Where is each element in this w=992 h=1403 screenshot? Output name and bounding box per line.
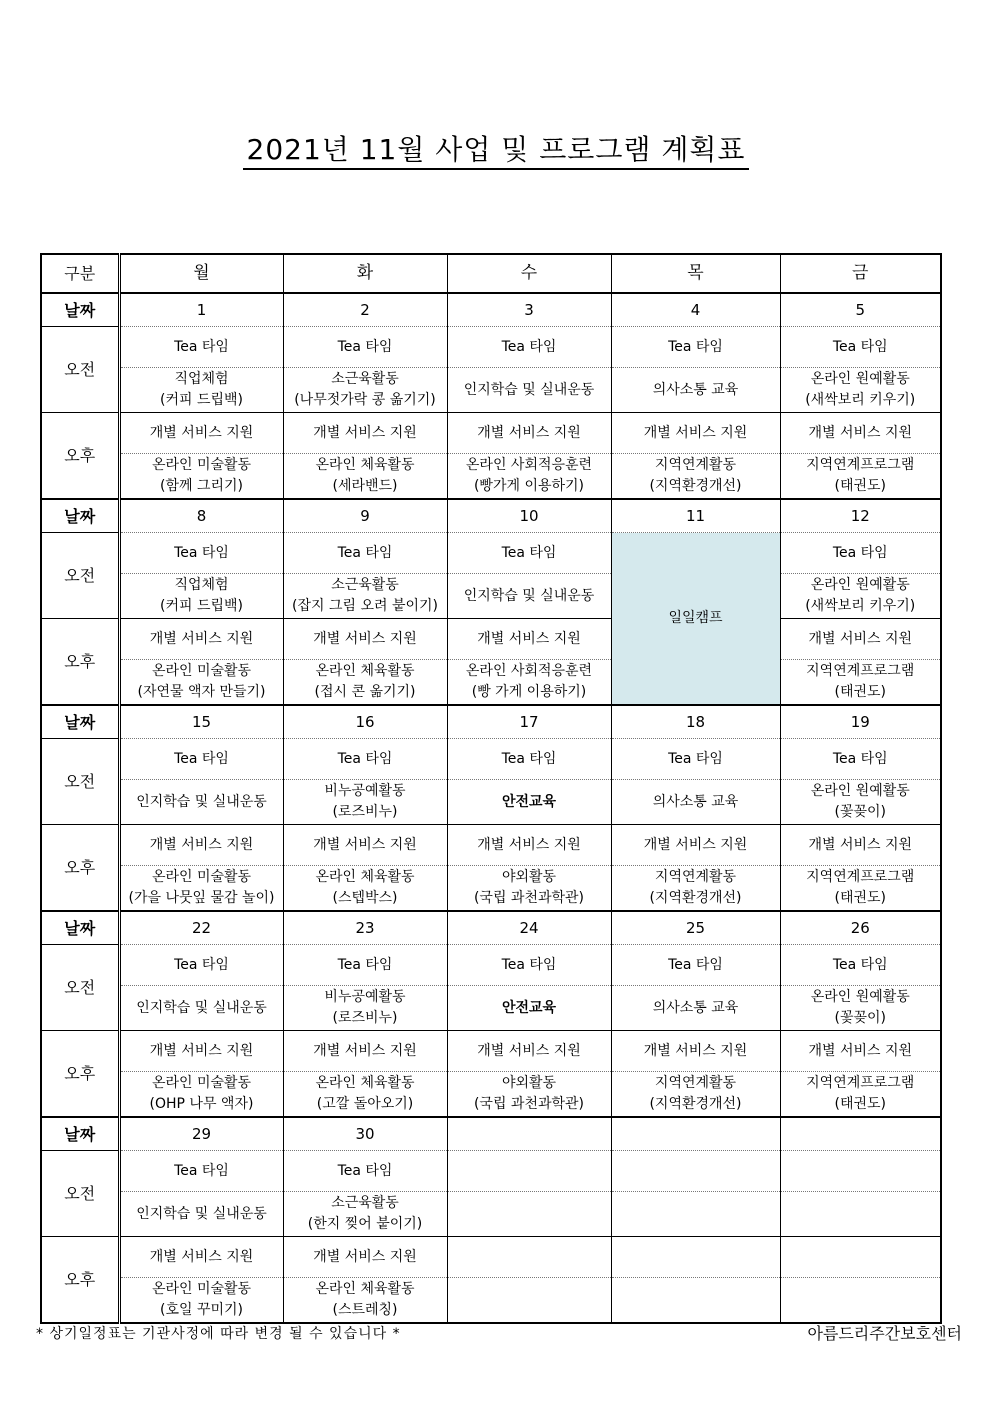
date-cell: 3 bbox=[447, 293, 611, 327]
activity-cell bbox=[780, 986, 941, 1031]
schedule-notice: * 상기일정표는 기관사정에 따라 변경 될 수 있습니다 * bbox=[36, 1326, 401, 1342]
am-label: 오전 bbox=[41, 739, 119, 825]
am-label: 오전 bbox=[41, 327, 119, 413]
tea-time-cell: Tea 타임 bbox=[780, 739, 941, 780]
date-row bbox=[41, 705, 941, 739]
date-label: 날짜 bbox=[41, 1117, 119, 1151]
tea-time-cell: Tea 타임 bbox=[780, 945, 941, 986]
service-cell: 개별 서비스 지원 bbox=[283, 1237, 447, 1278]
service-cell: 개별 서비스 지원 bbox=[283, 413, 447, 454]
tea-time-cell bbox=[447, 1151, 611, 1192]
am-label: 오전 bbox=[41, 1151, 119, 1237]
activity-detail: (빵 가게 이용하기) bbox=[471, 684, 587, 700]
pm-activity-row bbox=[41, 866, 941, 912]
activity-detail: (지역환경개선) bbox=[649, 890, 742, 906]
activity-name: 온라인 원예활동 bbox=[810, 783, 910, 799]
tea-time-cell: Tea 타임 bbox=[283, 327, 447, 368]
activity-cell bbox=[780, 866, 941, 912]
activity-detail: (커피 드립백) bbox=[160, 598, 243, 614]
activity-cell bbox=[119, 866, 283, 912]
activity-cell bbox=[447, 986, 611, 1031]
activity-cell bbox=[283, 1278, 447, 1324]
tea-time-cell bbox=[611, 1151, 780, 1192]
activity-cell bbox=[119, 660, 283, 706]
date-row bbox=[41, 911, 941, 945]
am-tea-row bbox=[41, 533, 941, 574]
am-label: 오전 bbox=[41, 533, 119, 619]
activity-cell bbox=[780, 660, 941, 706]
activity-name: 직업체험 bbox=[174, 371, 229, 387]
activity-name: 인지학습 및 실내운동 bbox=[136, 1205, 267, 1222]
activity-detail: (태권도) bbox=[834, 1096, 886, 1112]
activity-name: 인지학습 및 실내운동 bbox=[136, 793, 267, 810]
tea-time-cell: Tea 타임 bbox=[283, 739, 447, 780]
service-cell: 개별 서비스 지원 bbox=[611, 413, 780, 454]
header-day: 금 bbox=[780, 254, 941, 293]
activity-name: 온라인 체육활동 bbox=[315, 1281, 415, 1297]
tea-time-cell: Tea 타임 bbox=[780, 533, 941, 574]
date-cell: 18 bbox=[611, 705, 780, 739]
activity-name: 지역연계활동 bbox=[654, 1075, 737, 1091]
date-row bbox=[41, 499, 941, 533]
activity-detail: (나무젓가락 콩 옮기기) bbox=[294, 392, 436, 408]
day-camp-cell: 일일캠프 bbox=[611, 533, 780, 706]
activity-detail: (로즈비누) bbox=[332, 1010, 398, 1026]
activity-name: 의사소통 교육 bbox=[652, 793, 739, 810]
tea-time-cell: Tea 타임 bbox=[283, 533, 447, 574]
service-cell: 개별 서비스 지원 bbox=[119, 1031, 283, 1072]
activity-detail: (지역환경개선) bbox=[649, 1096, 742, 1112]
activity-detail: (접시 콘 옮기기) bbox=[314, 684, 416, 700]
activity-cell bbox=[119, 780, 283, 825]
activity-cell bbox=[283, 1072, 447, 1118]
activity-detail: (새싹보리 키우기) bbox=[805, 598, 916, 614]
activity-cell bbox=[283, 1192, 447, 1237]
tea-time-cell: Tea 타임 bbox=[780, 327, 941, 368]
pm-service-row bbox=[41, 413, 941, 454]
activity-cell bbox=[119, 986, 283, 1031]
activity-cell bbox=[119, 1072, 283, 1118]
service-cell: 개별 서비스 지원 bbox=[283, 1031, 447, 1072]
date-cell: 8 bbox=[119, 499, 283, 533]
service-cell: 개별 서비스 지원 bbox=[611, 825, 780, 866]
date-cell bbox=[611, 1117, 780, 1151]
activity-cell bbox=[447, 866, 611, 912]
tea-time-cell: Tea 타임 bbox=[611, 327, 780, 368]
date-cell: 25 bbox=[611, 911, 780, 945]
tea-time-cell bbox=[780, 1151, 941, 1192]
activity-detail: (자연물 액자 만들기) bbox=[137, 684, 266, 700]
am-tea-row bbox=[41, 945, 941, 986]
activity-cell bbox=[611, 454, 780, 500]
service-cell: 개별 서비스 지원 bbox=[780, 619, 941, 660]
activity-name: 온라인 사회적응훈련 bbox=[465, 663, 593, 679]
date-label: 날짜 bbox=[41, 499, 119, 533]
tea-time-cell: Tea 타임 bbox=[611, 739, 780, 780]
activity-detail: (꽃꽂이) bbox=[834, 1010, 886, 1026]
date-cell: 12 bbox=[780, 499, 941, 533]
activity-name: 온라인 사회적응훈련 bbox=[465, 457, 593, 473]
activity-cell bbox=[119, 454, 283, 500]
service-cell: 개별 서비스 지원 bbox=[119, 1237, 283, 1278]
activity-detail: (한지 찢어 붙이기) bbox=[307, 1216, 423, 1232]
activity-detail: (새싹보리 키우기) bbox=[805, 392, 916, 408]
service-cell: 개별 서비스 지원 bbox=[447, 825, 611, 866]
service-cell: 개별 서비스 지원 bbox=[611, 1031, 780, 1072]
date-cell: 19 bbox=[780, 705, 941, 739]
activity-name: 야외활동 bbox=[501, 1075, 557, 1091]
pm-label: 오후 bbox=[41, 1237, 119, 1324]
activity-cell bbox=[611, 866, 780, 912]
activity-name: 지역연계활동 bbox=[654, 457, 737, 473]
pm-label: 오후 bbox=[41, 619, 119, 706]
am-activity-row bbox=[41, 986, 941, 1031]
am-tea-row bbox=[41, 1151, 941, 1192]
header-category: 구분 bbox=[41, 254, 119, 293]
activity-cell bbox=[611, 1278, 780, 1324]
activity-detail: (OHP 나무 액자) bbox=[149, 1096, 254, 1112]
tea-time-cell: Tea 타임 bbox=[119, 945, 283, 986]
pm-label: 오후 bbox=[41, 1031, 119, 1118]
organization-name: 아름드리주간보호센터 bbox=[807, 1324, 962, 1343]
activity-name: 온라인 미술활동 bbox=[151, 663, 252, 679]
activity-name: 안전교육 bbox=[501, 999, 557, 1016]
activity-cell bbox=[283, 368, 447, 413]
activity-cell bbox=[447, 1072, 611, 1118]
activity-cell bbox=[611, 780, 780, 825]
date-cell: 30 bbox=[283, 1117, 447, 1151]
date-cell: 29 bbox=[119, 1117, 283, 1151]
activity-cell bbox=[780, 1072, 941, 1118]
activity-cell bbox=[780, 1278, 941, 1324]
activity-name: 온라인 미술활동 bbox=[151, 1281, 252, 1297]
activity-cell bbox=[283, 660, 447, 706]
activity-cell bbox=[611, 1192, 780, 1237]
activity-detail: (스트레칭) bbox=[332, 1302, 398, 1318]
service-cell bbox=[780, 1237, 941, 1278]
service-cell bbox=[447, 1237, 611, 1278]
activity-cell bbox=[611, 368, 780, 413]
activity-name: 안전교육 bbox=[501, 793, 557, 810]
activity-detail: (국립 과천과학관) bbox=[473, 890, 585, 906]
service-cell: 개별 서비스 지원 bbox=[447, 619, 611, 660]
tea-time-cell: Tea 타임 bbox=[447, 327, 611, 368]
activity-name: 직업체험 bbox=[174, 577, 229, 593]
am-activity-row bbox=[41, 780, 941, 825]
schedule-table bbox=[40, 253, 942, 1324]
pm-activity-row bbox=[41, 1072, 941, 1118]
tea-time-cell: Tea 타임 bbox=[119, 533, 283, 574]
tea-time-cell: Tea 타임 bbox=[283, 945, 447, 986]
date-cell: 22 bbox=[119, 911, 283, 945]
am-activity-row bbox=[41, 368, 941, 413]
header-day: 목 bbox=[611, 254, 780, 293]
activity-name: 소근육활동 bbox=[331, 1195, 399, 1211]
tea-time-cell: Tea 타임 bbox=[119, 739, 283, 780]
date-cell: 2 bbox=[283, 293, 447, 327]
service-cell: 개별 서비스 지원 bbox=[119, 825, 283, 866]
activity-name: 온라인 원예활동 bbox=[810, 989, 910, 1005]
page-title: 2021년 11월 사업 및 프로그램 계획표 bbox=[0, 128, 992, 168]
header-day: 수 bbox=[447, 254, 611, 293]
date-cell bbox=[780, 1117, 941, 1151]
activity-cell bbox=[283, 574, 447, 619]
activity-detail: (함께 그리기) bbox=[160, 478, 243, 494]
header-day: 월 bbox=[119, 254, 283, 293]
tea-time-cell: Tea 타임 bbox=[611, 945, 780, 986]
activity-name: 소근육활동 bbox=[331, 371, 399, 387]
date-cell: 1 bbox=[119, 293, 283, 327]
tea-time-cell: Tea 타임 bbox=[119, 1151, 283, 1192]
activity-detail: (태권도) bbox=[834, 890, 886, 906]
activity-name: 지역연계프로그램 bbox=[806, 663, 915, 679]
activity-detail: (세라밴드) bbox=[332, 478, 398, 494]
activity-detail: (지역환경개선) bbox=[649, 478, 742, 494]
tea-time-cell: Tea 타임 bbox=[447, 945, 611, 986]
tea-time-cell: Tea 타임 bbox=[447, 533, 611, 574]
activity-name: 의사소통 교육 bbox=[652, 999, 739, 1016]
am-tea-row bbox=[41, 739, 941, 780]
tea-time-cell: Tea 타임 bbox=[119, 327, 283, 368]
pm-service-row bbox=[41, 1031, 941, 1072]
activity-cell bbox=[780, 574, 941, 619]
activity-cell bbox=[119, 1278, 283, 1324]
pm-activity-row bbox=[41, 454, 941, 500]
header-day: 화 bbox=[283, 254, 447, 293]
activity-cell bbox=[447, 574, 611, 619]
service-cell: 개별 서비스 지원 bbox=[119, 619, 283, 660]
service-cell: 개별 서비스 지원 bbox=[447, 413, 611, 454]
service-cell: 개별 서비스 지원 bbox=[780, 1031, 941, 1072]
tea-time-cell: Tea 타임 bbox=[447, 739, 611, 780]
activity-name: 온라인 미술활동 bbox=[151, 869, 252, 885]
date-cell: 24 bbox=[447, 911, 611, 945]
pm-service-row bbox=[41, 1237, 941, 1278]
activity-detail: (고깔 돌아오기) bbox=[316, 1096, 414, 1112]
am-label: 오전 bbox=[41, 945, 119, 1031]
activity-name: 온라인 미술활동 bbox=[151, 457, 252, 473]
activity-cell bbox=[780, 1192, 941, 1237]
activity-cell bbox=[447, 454, 611, 500]
activity-detail: (호일 꾸미기) bbox=[160, 1302, 243, 1318]
date-cell: 10 bbox=[447, 499, 611, 533]
date-cell: 16 bbox=[283, 705, 447, 739]
date-cell: 26 bbox=[780, 911, 941, 945]
activity-cell bbox=[780, 780, 941, 825]
service-cell: 개별 서비스 지원 bbox=[780, 825, 941, 866]
header-row bbox=[41, 254, 941, 293]
tea-time-cell: Tea 타임 bbox=[283, 1151, 447, 1192]
activity-cell bbox=[611, 1072, 780, 1118]
pm-activity-row bbox=[41, 1278, 941, 1324]
date-cell: 15 bbox=[119, 705, 283, 739]
activity-name: 의사소통 교육 bbox=[652, 381, 739, 398]
activity-name: 온라인 원예활동 bbox=[810, 371, 910, 387]
pm-activity-row bbox=[41, 660, 941, 706]
date-cell bbox=[447, 1117, 611, 1151]
service-cell: 개별 서비스 지원 bbox=[447, 1031, 611, 1072]
activity-detail: (커피 드립백) bbox=[160, 392, 243, 408]
activity-name: 지역연계프로그램 bbox=[806, 869, 915, 885]
service-cell: 개별 서비스 지원 bbox=[283, 619, 447, 660]
activity-cell bbox=[283, 454, 447, 500]
activity-name: 소근육활동 bbox=[331, 577, 399, 593]
date-label: 날짜 bbox=[41, 705, 119, 739]
activity-name: 온라인 체육활동 bbox=[315, 1075, 415, 1091]
activity-detail: (태권도) bbox=[834, 684, 886, 700]
activity-name: 지역연계프로그램 bbox=[806, 457, 915, 473]
pm-service-row bbox=[41, 825, 941, 866]
activity-detail: (로즈비누) bbox=[332, 804, 398, 820]
activity-cell bbox=[283, 780, 447, 825]
activity-cell bbox=[447, 1278, 611, 1324]
date-row bbox=[41, 1117, 941, 1151]
activity-name: 온라인 체육활동 bbox=[315, 457, 415, 473]
activity-name: 인지학습 및 실내운동 bbox=[136, 999, 267, 1016]
activity-name: 지역연계프로그램 bbox=[806, 1075, 915, 1091]
activity-detail: (꽃꽂이) bbox=[834, 804, 886, 820]
activity-cell bbox=[447, 1192, 611, 1237]
activity-cell bbox=[447, 368, 611, 413]
activity-detail: (국립 과천과학관) bbox=[473, 1096, 585, 1112]
activity-name: 비누공예활동 bbox=[324, 989, 406, 1005]
activity-cell bbox=[780, 368, 941, 413]
activity-cell bbox=[283, 986, 447, 1031]
service-cell: 개별 서비스 지원 bbox=[283, 825, 447, 866]
activity-name: 인지학습 및 실내운동 bbox=[463, 381, 595, 398]
am-activity-row bbox=[41, 1192, 941, 1237]
date-cell: 5 bbox=[780, 293, 941, 327]
activity-name: 온라인 원예활동 bbox=[810, 577, 910, 593]
activity-cell bbox=[119, 368, 283, 413]
date-cell: 23 bbox=[283, 911, 447, 945]
date-label: 날짜 bbox=[41, 911, 119, 945]
date-label: 날짜 bbox=[41, 293, 119, 327]
activity-detail: (잡지 그림 오려 붙이기) bbox=[292, 598, 438, 614]
activity-detail: (빵가게 이용하기) bbox=[473, 478, 585, 494]
service-cell bbox=[611, 1237, 780, 1278]
pm-label: 오후 bbox=[41, 413, 119, 500]
activity-name: 온라인 미술활동 bbox=[151, 1075, 252, 1091]
activity-cell bbox=[283, 866, 447, 912]
activity-cell bbox=[119, 574, 283, 619]
service-cell: 개별 서비스 지원 bbox=[119, 413, 283, 454]
date-cell: 9 bbox=[283, 499, 447, 533]
service-cell: 개별 서비스 지원 bbox=[780, 413, 941, 454]
activity-detail: (스텝박스) bbox=[332, 890, 398, 906]
activity-detail: (가을 나뭇잎 물감 놀이) bbox=[128, 890, 275, 906]
date-cell: 11 bbox=[611, 499, 780, 533]
activity-name: 온라인 체육활동 bbox=[315, 869, 415, 885]
activity-cell bbox=[119, 1192, 283, 1237]
activity-cell bbox=[447, 780, 611, 825]
activity-name: 인지학습 및 실내운동 bbox=[463, 587, 595, 604]
pm-label: 오후 bbox=[41, 825, 119, 912]
activity-name: 온라인 체육활동 bbox=[315, 663, 415, 679]
am-tea-row bbox=[41, 327, 941, 368]
activity-name: 비누공예활동 bbox=[324, 783, 406, 799]
activity-cell bbox=[447, 660, 611, 706]
activity-cell bbox=[780, 454, 941, 500]
date-cell: 17 bbox=[447, 705, 611, 739]
date-row bbox=[41, 293, 941, 327]
activity-detail: (태권도) bbox=[834, 478, 886, 494]
pm-service-row bbox=[41, 619, 941, 660]
date-cell: 4 bbox=[611, 293, 780, 327]
activity-name: 야외활동 bbox=[501, 869, 557, 885]
activity-cell bbox=[611, 986, 780, 1031]
am-activity-row bbox=[41, 574, 941, 619]
activity-name: 지역연계활동 bbox=[654, 869, 737, 885]
